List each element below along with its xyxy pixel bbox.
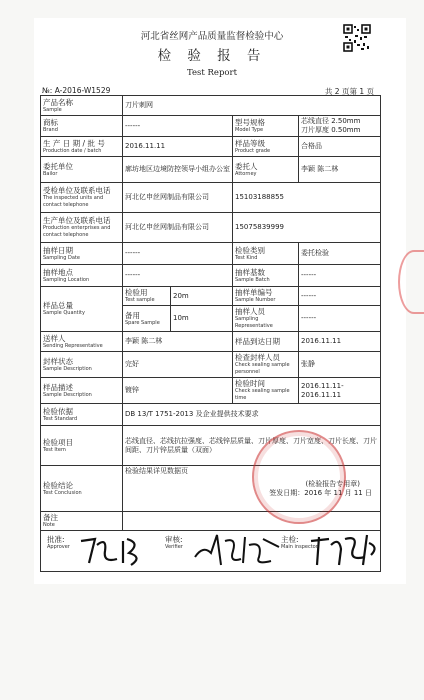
text: 样品描述 — [43, 382, 73, 392]
grade-value: 合格品 — [299, 137, 381, 157]
standard-value: DB 13/T 1751-2013 及企业提供技术要求 — [123, 404, 381, 426]
center-name: 河北省丝网产品质量监督检验中心 — [140, 31, 284, 42]
text: Test Conclusion — [43, 489, 82, 496]
text: 样品等级 — [235, 138, 265, 148]
table-cell — [41, 265, 123, 287]
reviewer-signature — [193, 531, 283, 569]
text: Note — [43, 522, 55, 528]
table-cell: ------ — [299, 265, 381, 287]
producer-phone: 15075839999 — [233, 213, 381, 243]
row-remarks — [41, 512, 381, 531]
text: 检验用 — [125, 288, 148, 297]
test-kind-value: 委托检验 — [299, 243, 381, 265]
text: 检验项目 — [43, 437, 73, 447]
text: Attorney — [235, 170, 257, 177]
table-cell — [41, 137, 123, 157]
table-cell — [41, 243, 123, 265]
row-sampling-location — [41, 265, 381, 287]
text: 样品总量 — [43, 301, 73, 310]
text: 抽样单编号 — [235, 288, 273, 297]
text: Sampling Date — [43, 254, 80, 261]
conclusion-date: 签发日期：2016 年 11 月 11 日 — [269, 489, 372, 497]
spare-sample-value: 10m — [171, 306, 233, 332]
row-sample-qty-1 — [41, 287, 381, 306]
inspected-phone: 15103188855 — [233, 183, 381, 213]
table-cell — [123, 306, 171, 332]
row-client — [41, 157, 381, 183]
text: 备注 — [43, 513, 58, 522]
table-cell — [41, 512, 123, 531]
inspector-label: 主检: — [281, 535, 299, 544]
official-seal — [252, 430, 346, 524]
reviewer-label: 审核: — [165, 535, 183, 544]
table-cell — [41, 287, 123, 332]
text: Sampling Representative — [235, 316, 273, 329]
text: 抽样人员 — [235, 307, 265, 316]
model-value-2: 刀片厚度 0.50mm — [301, 126, 361, 134]
report-number: №: A-2016-W1529 — [42, 86, 111, 95]
table-cell — [233, 287, 299, 306]
sending-value: 李颖 陈二林 — [123, 332, 233, 352]
text: 检查封样人员 — [235, 353, 280, 362]
table-cell — [41, 213, 123, 243]
row-sample-desc — [41, 378, 381, 404]
text: 封样状态 — [43, 356, 73, 366]
text: 型号规格 — [235, 118, 265, 127]
text: Sample Quantity — [43, 310, 85, 316]
table-cell — [233, 378, 299, 404]
table-cell — [233, 116, 299, 137]
table-cell — [41, 183, 123, 213]
check-person-value: 张静 — [299, 352, 381, 378]
table-cell — [233, 243, 299, 265]
client-value: 廓坊地区边境防控领导小组办公室 — [123, 157, 233, 183]
table-cell — [233, 306, 299, 332]
row-signatures — [41, 531, 381, 572]
arrival-value: 2016.11.11 — [299, 332, 381, 352]
row-inspected — [41, 183, 381, 213]
text: Test sample — [125, 297, 155, 303]
conclusion-stamp: (检验报告专用章) — [305, 480, 360, 488]
table-cell — [233, 265, 299, 287]
text: 产品名称 — [43, 97, 73, 107]
text: Sample — [43, 106, 62, 113]
text: 受检单位及联系电话 — [43, 186, 111, 195]
table-cell: ------ — [123, 243, 233, 265]
text: Product grade — [235, 147, 271, 154]
table-cell — [233, 352, 299, 378]
text: 备用 — [125, 310, 140, 320]
text: Check sealing sample time — [235, 388, 290, 401]
text: Sample Batch — [235, 276, 270, 283]
inspector-signature — [309, 531, 381, 569]
inspected-value: 河北亿申丝网制品有限公司 — [123, 183, 233, 213]
text: 商标 — [43, 118, 58, 127]
table-cell: ------ — [299, 306, 381, 332]
text: Bailor — [43, 170, 58, 177]
row-standard — [41, 404, 381, 426]
model-value-1: 芯线直径 2.50mm — [301, 117, 361, 125]
text — [165, 535, 183, 551]
conclusion-value: 检验结果详见数据页 — [125, 467, 188, 475]
date-value: 2016.11.11 — [123, 137, 233, 157]
approver-signature — [77, 533, 147, 569]
text: Sampling Location — [43, 276, 90, 283]
text: 抽样基数 — [235, 267, 265, 277]
text: 委托人 — [235, 161, 258, 171]
table-cell — [41, 531, 381, 572]
text: 检验类别 — [235, 245, 265, 255]
row-seal — [41, 352, 381, 378]
text: 样品到达日期 — [235, 337, 280, 346]
sample-desc-value: 镀锌 — [123, 378, 233, 404]
table-cell — [41, 378, 123, 404]
report-subtitle: Test Report — [187, 68, 237, 78]
text: Approver — [47, 544, 70, 550]
text: Brand — [43, 127, 58, 133]
producer-value: 河北亿申丝网制品有限公司 — [123, 213, 233, 243]
row-sampling-date — [41, 243, 381, 265]
text: 委托单位 — [43, 161, 73, 171]
table-cell: ------ — [299, 287, 381, 306]
text: Verifier — [165, 544, 183, 550]
side-stamp — [398, 250, 424, 314]
table-cell — [123, 512, 381, 531]
row-date — [41, 137, 381, 157]
attorney-value: 李颖 陈二林 — [299, 157, 381, 183]
page-count: 共 2 页第 1 页 — [324, 87, 374, 96]
table-cell — [233, 332, 299, 352]
table-cell — [123, 287, 171, 306]
items-value: 芯线直径、芯线抗拉强度、芯线锌层质量、刀片厚度、刀片宽度、刀片长度、刀片间距、刀片锌层质量（双面） — [123, 426, 381, 466]
text: 抽样地点 — [43, 267, 73, 277]
text: Test Kind — [235, 254, 258, 261]
qr-code-icon — [343, 24, 371, 52]
row-sending — [41, 332, 381, 352]
text: Sample Description — [43, 365, 92, 372]
approver-label: 批准: — [47, 535, 65, 544]
text — [47, 535, 70, 551]
text: Sample Number — [235, 297, 276, 303]
table-cell — [41, 157, 123, 183]
report-title: 检 验 报 告 — [157, 48, 267, 64]
text: Spare Sample — [125, 319, 160, 326]
text: 检验结论 — [43, 480, 73, 490]
table-cell — [41, 352, 123, 378]
table-cell — [41, 466, 123, 512]
table-cell — [41, 332, 123, 352]
text: Main inspector — [281, 544, 318, 550]
table-cell — [233, 137, 299, 157]
seal-value: 完好 — [123, 352, 233, 378]
text: 抽样日期 — [43, 245, 73, 255]
text: Production date / batch — [43, 147, 102, 154]
text: Sending Representative — [43, 342, 103, 349]
brand-value: ------ — [123, 116, 233, 137]
text: 检验时间 — [235, 379, 265, 388]
table-cell: ------ — [123, 265, 233, 287]
text: Sample Description — [43, 391, 92, 398]
text — [41, 531, 380, 571]
row-product-name — [41, 96, 381, 116]
table-cell — [41, 96, 123, 116]
test-time-value: 2016.11.11-2016.11.11 — [299, 378, 381, 404]
table-cell — [41, 116, 123, 137]
text: Check sealing sample personnel — [235, 362, 290, 375]
text: Test Standard — [43, 415, 78, 422]
text: 检验依据 — [43, 406, 73, 416]
table-cell — [299, 116, 381, 137]
text: Test Item — [43, 446, 66, 453]
test-sample-value: 20m — [171, 287, 233, 306]
text: Production enterprises and contact telephone — [43, 225, 111, 238]
text: Model Type — [235, 127, 264, 133]
product-name-value: 刀片刺网 — [123, 96, 381, 116]
text: 生 产 日 期 / 批 号 — [43, 138, 105, 148]
text: 送样人 — [43, 333, 66, 343]
table-cell — [41, 426, 123, 466]
table-cell — [41, 404, 123, 426]
row-brand — [41, 116, 381, 137]
row-producer — [41, 213, 381, 243]
table-cell — [233, 157, 299, 183]
text: The inspected units and contact telephone — [43, 195, 104, 208]
text: 生产单位及联系电话 — [43, 216, 111, 225]
